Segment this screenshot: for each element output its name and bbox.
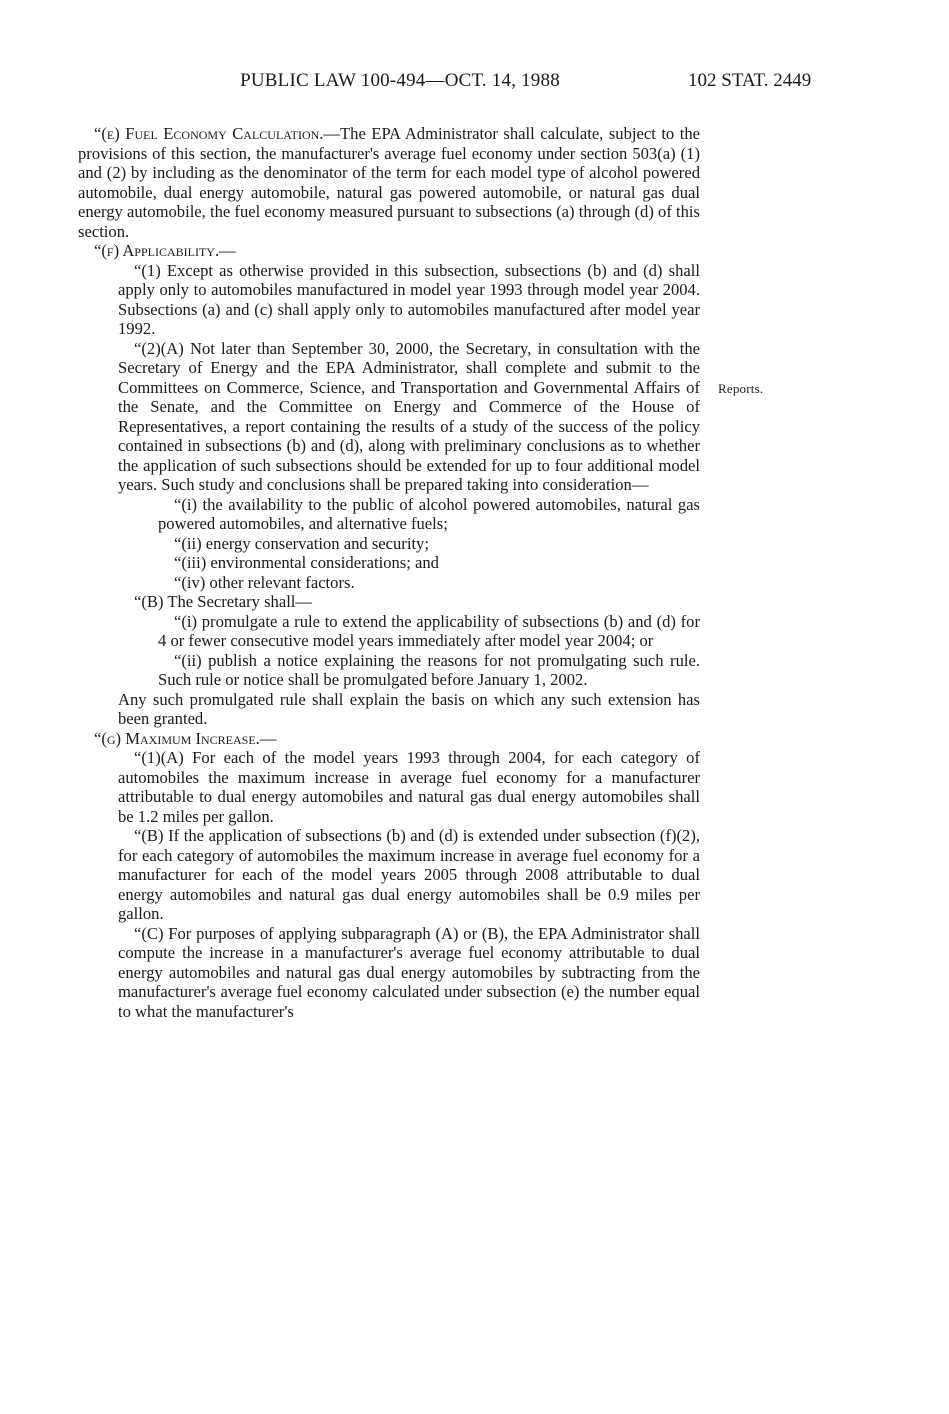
statute-body (78, 124, 700, 1021)
paragraph-g1b: “(B) If the application of subsections (b) and (d) is extended under subsection (f)(2), for each category of automobiles the maximum increase in average fuel economy for a manufacturer for each of the model years 2005 through 2008 attributable to dual energy automobiles and natural gas dual energy automobiles shall be 0.9 miles per gallon. (118, 826, 700, 923)
paragraph-e (78, 124, 700, 241)
running-header (0, 70, 949, 98)
heading-f: “(f) Applicability.— (94, 241, 236, 260)
header-title: PUBLIC LAW 100-494—OCT. 14, 1988 (240, 70, 560, 91)
paragraph-g1c: “(C) For purposes of applying subparagraph (A) or (B), the EPA Administrator shall compute the increase in a manufacturer's average fuel economy attributable to dual energy automobiles and natural gas dual energy automobiles by subtracting from the manufacturer's average fuel economy calculated under subsection (e) the number equal to what the manufacturer's (118, 923, 700, 1021)
clause-f2b-ii: “(ii) publish a notice explaining the reasons for not promulgating such rule. Such rule or notice shall be promulgated before January 1, 2002. (158, 650, 700, 689)
clause-f2a-iv: “(iv) other relevant factors. (174, 572, 355, 592)
heading-g: “(g) Maximum Increase.— (94, 728, 277, 748)
clause-f2a-i: “(i) the availability to the public of alcohol powered automobiles, natural gas powered automobiles, and alternative fuels; (158, 494, 700, 533)
clause-f2a-ii: “(ii) energy conservation and security; (174, 533, 429, 553)
text-e: The EPA Administrator shall calculate, subject to the provisions of this section, the manufacturer's average fuel economy under section 503(a) (1) and (2) by including as the denominator of the term for each model type of alcohol powered automobile, dual energy automobile, natural gas powered automobile, or natural gas dual energy automobile, the fuel economy measured pursuant to subsections (a) through (d) of this section. (78, 124, 700, 241)
paragraph-f1: “(1) Except as otherwise provided in this subsection, subsections (b) and (d) shall apply only to automobiles manufactured in model year 1993 through model year 2004. Subsections (a) and (c) shall apply only to automobiles manufactured after model year 1992. (118, 260, 700, 338)
paragraph-g1a: “(1)(A) For each of the model years 1993 through 2004, for each category of automobiles the maximum increase in average fuel economy for a manufacturer attributable to dual energy automobiles and natural gas dual energy automobiles shall be 1.2 miles per gallon. (118, 748, 700, 826)
clause-f2a-iii: “(iii) environmental considerations; and (174, 553, 439, 572)
margin-note: Reports. (718, 381, 764, 396)
heading-e: “(e) Fuel Economy Calculation.— (94, 124, 341, 143)
paragraph-f2a: “(2)(A) Not later than September 30, 2000, the Secretary, in consultation with the Secretary of Energy and the EPA Administrator, shall complete and submit to the Committees on Commerce, Science, and Transportation and Governmental Affairs of the Senate, and the Committee on Energy and Commerce of the House of Representatives, a report containing the results of a study of the success of the policy contained in subsections (b) and (d), along with preliminary conclusions as to whether the application of such subsections should be extended for up to four additional model years. Such study and conclusions shall be prepared taking into consideration— (118, 338, 700, 494)
paragraph-f2b: “(B) The Secretary shall— (134, 592, 313, 611)
paragraph-f2-tail: Any such promulgated rule shall explain the basis on which any such extension has been granted. (118, 689, 700, 728)
header-stat-citation: 102 STAT. 2449 (688, 70, 812, 91)
clause-f2b-i: “(i) promulgate a rule to extend the applicability of subsections (b) and (d) for 4 or fewer consecutive model years immediately after model year 2004; or (158, 611, 700, 650)
